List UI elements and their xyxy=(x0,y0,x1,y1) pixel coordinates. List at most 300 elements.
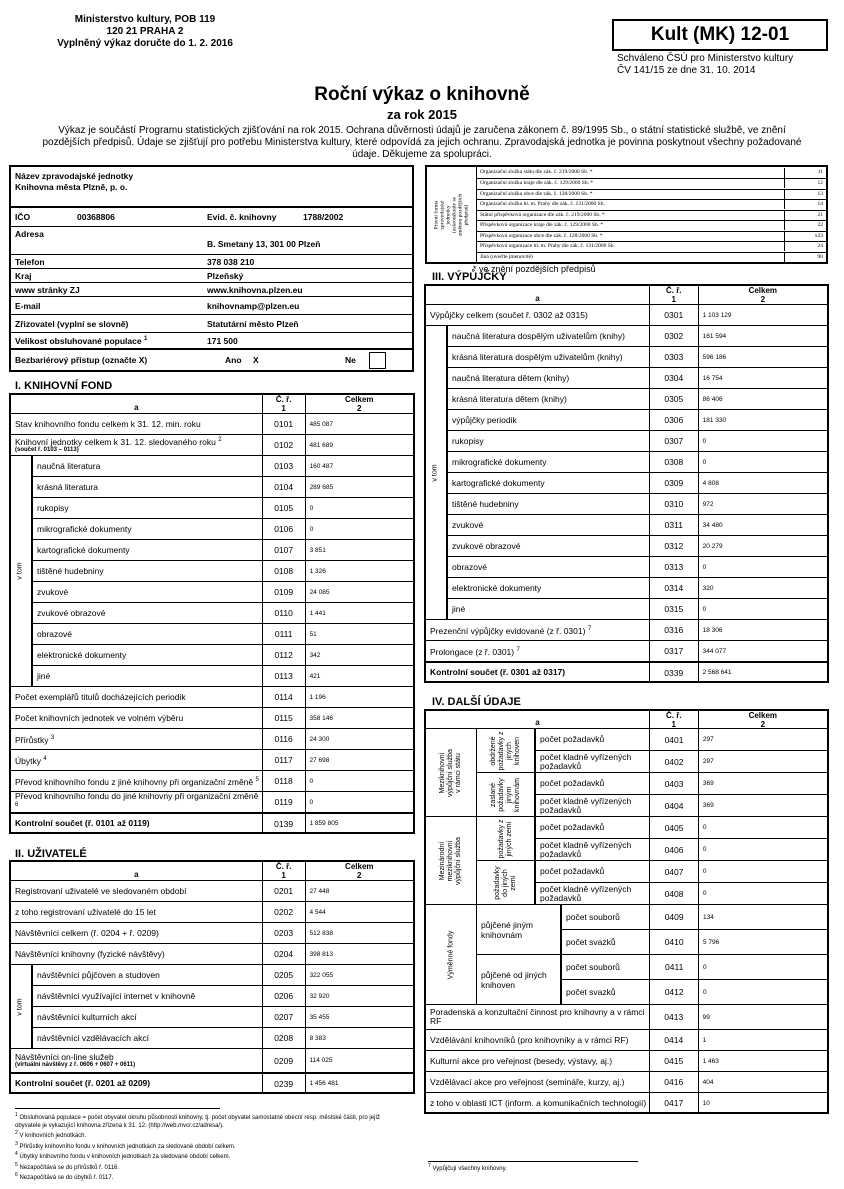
yes-label: Ano xyxy=(225,355,242,365)
row-label-main: obrazové xyxy=(37,628,72,639)
row-label xyxy=(448,410,649,430)
s4-sub-borrowed xyxy=(477,904,561,954)
row-value[interactable]: 1 xyxy=(702,1036,707,1044)
row-label-main: Knihovní jednotky celkem k 31. 12. sledovaného roku xyxy=(15,436,216,447)
legal-form-code: 21 xyxy=(784,211,826,220)
table-row xyxy=(10,686,414,707)
row-label-text xyxy=(15,950,165,959)
founder-value: Statutární město Plzeň xyxy=(207,318,299,329)
legal-form-row[interactable] xyxy=(477,210,826,220)
row-code: 0408 xyxy=(649,883,699,904)
row-label-main: tištěné hudebniny xyxy=(37,565,104,576)
row-label-text xyxy=(452,374,569,383)
row-label-main: mikrografické dokumenty xyxy=(452,456,547,467)
row-label-text xyxy=(452,542,521,551)
col-total-index: 2 xyxy=(357,871,362,880)
col-total-label: Celkem xyxy=(748,710,778,720)
row-label-main: zvukové obrazové xyxy=(452,540,521,551)
row-label-text xyxy=(566,988,616,997)
row-label xyxy=(426,1093,649,1113)
table-row xyxy=(447,598,828,619)
row-label-text xyxy=(15,887,187,896)
approval-line-1: Schváleno ČSÚ pro Ministerstvo kultury xyxy=(617,53,794,64)
row-value[interactable]: 485 087 xyxy=(309,420,334,428)
row-code: 0311 xyxy=(649,515,699,535)
approval-note xyxy=(617,53,793,77)
row-value[interactable]: 481 689 xyxy=(309,441,334,449)
row-label-main: počet svazků xyxy=(566,986,616,997)
row-label xyxy=(448,515,649,535)
table-row xyxy=(561,979,828,1004)
row-value[interactable]: 0 xyxy=(702,563,707,571)
row-label-text xyxy=(430,1036,628,1045)
row-label-text xyxy=(452,437,484,446)
table-row xyxy=(32,539,414,560)
section-4-header xyxy=(425,710,828,728)
row-value[interactable]: 0 xyxy=(702,868,707,875)
row-value[interactable]: 0 xyxy=(702,458,707,466)
row-value[interactable]: 34 480 xyxy=(702,521,723,529)
row-label-text xyxy=(15,714,183,723)
row-label-main: rukopisy xyxy=(37,502,69,513)
legal-form-label: Organizační složka obce dle zák. č. 128/2000 Sb. * xyxy=(480,190,593,197)
col-a-header xyxy=(426,711,649,728)
table-row xyxy=(535,860,828,882)
row-label-main: krásná literatura xyxy=(37,481,98,492)
evid-value: 1788/2002 xyxy=(303,212,344,222)
legal-form-row[interactable] xyxy=(477,252,826,262)
row-value[interactable]: 5 796 xyxy=(702,938,720,946)
table-row xyxy=(32,985,414,1006)
row-label xyxy=(426,663,649,682)
footnote-text: Úbytky knihovního fondu v knihovních jednotkách za sledované období celkem. xyxy=(19,1154,231,1160)
yes-mark[interactable]: X xyxy=(253,355,259,365)
row-label-main: Kontrolní součet (ř. 0101 až 0119) xyxy=(15,818,150,828)
row-label-text xyxy=(37,992,195,1001)
row-label-main: počet požadavků xyxy=(540,822,605,832)
row-value[interactable]: 1 103 129 xyxy=(702,311,732,319)
row-value[interactable]: 297 xyxy=(702,736,714,743)
footnote-text: Nezapočítává se do přírůstků ř. 0116. xyxy=(19,1164,120,1171)
s4-sub-lent xyxy=(477,954,561,1004)
col-total-label: Celkem xyxy=(748,286,778,295)
row-value[interactable]: 8 383 xyxy=(309,1034,326,1042)
row-value[interactable]: 972 xyxy=(702,500,714,508)
footnote-item xyxy=(15,1130,395,1141)
row-label-main: tištěné hudebniny xyxy=(452,498,519,509)
legal-form-code: 22 xyxy=(784,221,826,230)
row-value[interactable]: 0 xyxy=(309,798,314,806)
table-row xyxy=(561,954,828,979)
row-value[interactable]: 421 xyxy=(309,672,321,680)
row-code: 0413 xyxy=(649,1005,699,1029)
row-value[interactable]: 24 300 xyxy=(309,735,330,743)
row-label-text xyxy=(37,504,69,513)
row-value[interactable]: 369 xyxy=(702,802,714,809)
row-value[interactable]: 114 025 xyxy=(309,1057,333,1064)
row-label xyxy=(33,965,262,985)
col-a-label: a xyxy=(535,718,540,727)
table-row xyxy=(447,514,828,535)
row-label-text xyxy=(37,630,72,639)
s3-vtom xyxy=(425,325,447,619)
footnote-item xyxy=(15,1141,395,1152)
row-value[interactable]: 24 085 xyxy=(309,588,330,596)
row-value[interactable]: 344 077 xyxy=(702,647,727,655)
row-value[interactable]: 16 754 xyxy=(702,374,723,382)
row-code: 0239 xyxy=(262,1074,306,1093)
region-label: Kraj xyxy=(15,270,32,281)
row-code: 0101 xyxy=(262,414,306,434)
row-value[interactable]: 358 146 xyxy=(309,714,334,722)
s4-sub-to-abroad xyxy=(477,860,535,904)
row-label xyxy=(426,1072,649,1092)
row-label-text xyxy=(540,885,649,903)
row-label-text xyxy=(37,971,160,980)
row-label xyxy=(11,771,262,791)
row-value[interactable]: 160 487 xyxy=(309,462,334,470)
col-code-index: 1 xyxy=(281,871,286,880)
row-code: 0208 xyxy=(262,1028,306,1048)
row-label-text xyxy=(15,1053,135,1069)
col-code-label: Č. ř. xyxy=(665,286,682,295)
row-value[interactable]: 0 xyxy=(702,846,707,853)
row-code: 0117 xyxy=(262,750,306,770)
no-checkbox[interactable] xyxy=(369,352,386,369)
col-code-label: Č. ř. xyxy=(665,710,682,720)
row-value[interactable]: 404 xyxy=(702,1078,714,1086)
row-label-text xyxy=(430,311,588,320)
row-code: 0115 xyxy=(262,708,306,728)
col-a-label: a xyxy=(535,294,540,303)
row-code: 0415 xyxy=(649,1051,699,1071)
table-row xyxy=(10,413,414,434)
row-label-text xyxy=(37,546,130,555)
page-title: Roční výkaz o knihovně xyxy=(314,84,530,105)
row-value[interactable]: 4 808 xyxy=(702,479,719,487)
row-label xyxy=(33,456,262,476)
row-value[interactable]: 320 xyxy=(702,584,714,592)
row-code: 0409 xyxy=(649,905,699,929)
row-label-text xyxy=(452,416,517,425)
row-label xyxy=(448,536,649,556)
row-code: 0119 xyxy=(262,792,306,812)
table-row xyxy=(425,1071,828,1092)
phone-value: 378 038 210 xyxy=(207,256,255,267)
table-row xyxy=(10,791,414,812)
row-label-main: zvukové xyxy=(37,586,69,597)
row-label-text xyxy=(452,332,625,341)
row-code: 0102 xyxy=(262,435,306,455)
row-label-main: Kontrolní součet (ř. 0201 až 0209) xyxy=(15,1078,151,1088)
row-label-sub: (součet ř. 0103 – 0113) xyxy=(15,446,79,453)
s4-sub-from-abroad xyxy=(477,816,535,860)
legal-form-code: 12 xyxy=(784,179,826,188)
table-row xyxy=(535,838,828,860)
legal-form-side-label: Právní forma zpravodajské jednotky (zakroužkujte se změnou pozdějších předpisů) xyxy=(433,193,470,236)
row-label-main: počet svazků xyxy=(566,936,616,947)
row-label xyxy=(536,751,649,772)
info-box xyxy=(9,165,414,372)
row-code: 0206 xyxy=(262,986,306,1006)
section-4-title: IV. DALŠÍ ÚDAJE xyxy=(432,696,521,708)
row-value[interactable]: 398 813 xyxy=(309,950,334,958)
table-row xyxy=(32,518,414,539)
s2-vtom xyxy=(10,964,32,1048)
row-value[interactable]: 32 920 xyxy=(309,992,330,1000)
row-label-text xyxy=(566,913,620,922)
row-label-text xyxy=(452,521,483,530)
row-label-text xyxy=(37,588,68,597)
s4-sub-received-label: obdržené požadavky z jiných knihoven xyxy=(489,731,521,770)
table-row xyxy=(447,535,828,556)
legal-form-row[interactable] xyxy=(477,168,826,178)
section-1-title: I. KNIHOVNÍ FOND xyxy=(15,380,113,392)
row-label xyxy=(448,578,649,598)
row-label xyxy=(33,645,262,665)
footnote-item xyxy=(15,1151,395,1162)
legal-form-row[interactable] xyxy=(477,241,826,251)
legal-form-code: 24 xyxy=(784,242,826,251)
approval-line-2: ČV 141/15 ze dne 31. 10. 2014 xyxy=(617,65,756,76)
legal-form-row[interactable] xyxy=(477,199,826,209)
row-value[interactable]: 2 568 641 xyxy=(702,669,732,676)
s4-group-vf-label: Výměnné fondy xyxy=(447,930,454,979)
row-code: 0107 xyxy=(262,540,306,560)
row-code: 0405 xyxy=(649,817,699,838)
row-label-text xyxy=(452,563,487,572)
footnote-text: Obsluhovaná populace = počet obyvatel okruhu působnosti knihovny, tj. počet obyvatel samostatné obecní resp. městské části, pro jejíž obyvatele je vykazující knihovna zřízena k 31. 12. (http://web.mvcr.cz/adresa/). xyxy=(15,1115,381,1129)
col-a-label: a xyxy=(134,403,139,412)
table-row xyxy=(535,772,828,794)
row-label xyxy=(536,817,649,838)
table-row xyxy=(425,1050,828,1071)
row-label-text xyxy=(37,1034,149,1043)
row-label-text xyxy=(452,395,567,404)
row-label-main: elektronické dokumenty xyxy=(452,582,542,593)
table-row xyxy=(447,493,828,514)
row-label-text xyxy=(37,567,104,576)
legal-form-label: Organizační složka kraje dle zák. č. 129/2000 Sb. * xyxy=(480,180,594,186)
col-code-index: 1 xyxy=(281,404,286,413)
row-code: 0108 xyxy=(262,561,306,581)
row-value[interactable]: 4 544 xyxy=(309,908,326,916)
row-footnote-ref: 7 xyxy=(587,625,592,632)
row-label-text xyxy=(566,938,616,947)
legal-form-code: 90 xyxy=(784,253,826,262)
row-label xyxy=(11,814,262,833)
legal-note: * ve znění pozdějších předpisů xyxy=(473,264,596,274)
row-value[interactable]: 0 xyxy=(309,504,314,512)
row-label-main: počet kladně vyřízených požadavků xyxy=(540,751,632,771)
row-code: 0315 xyxy=(649,599,699,619)
row-label-main: výpůjčky periodik xyxy=(452,414,517,425)
row-label xyxy=(448,557,649,577)
row-label-text xyxy=(430,625,591,636)
legal-form-row[interactable] xyxy=(477,178,826,188)
row-label-text xyxy=(37,672,50,681)
row-code: 0104 xyxy=(262,477,306,497)
row-value[interactable]: 1 859 805 xyxy=(309,820,339,827)
row-label-main: Počet knihovních jednotek ve volném výběru xyxy=(15,712,184,723)
row-code: 0339 xyxy=(649,663,699,682)
row-value[interactable]: 0 xyxy=(702,963,707,971)
row-label xyxy=(11,944,262,964)
row-label-main: kartografické dokumenty xyxy=(37,544,130,555)
row-label-main: Registrovaní uživatelé ve sledovaném období xyxy=(15,885,187,896)
table-row xyxy=(32,476,414,497)
no-label: Ne xyxy=(345,355,356,365)
row-label xyxy=(536,773,649,794)
row-label-text xyxy=(540,735,604,744)
row-value[interactable]: 1 441 xyxy=(309,609,326,617)
evid-label: Evid. č. knihovny xyxy=(207,212,277,222)
row-value[interactable]: 35 455 xyxy=(309,1013,330,1021)
table-row xyxy=(10,434,414,455)
row-label xyxy=(33,666,262,686)
row-value[interactable]: 99 xyxy=(702,1013,710,1021)
row-value[interactable]: 0 xyxy=(702,890,707,897)
row-value[interactable]: 86 406 xyxy=(702,395,723,403)
row-code: 0305 xyxy=(649,389,699,409)
row-label-text xyxy=(430,1057,612,1066)
col-total-header xyxy=(699,711,827,728)
row-value[interactable]: 289 685 xyxy=(309,483,334,491)
row-value[interactable]: 18 306 xyxy=(702,626,723,634)
row-label-text xyxy=(15,420,201,429)
row-label-text xyxy=(540,867,604,876)
row-value[interactable]: 0 xyxy=(309,525,314,533)
row-value[interactable]: 512 838 xyxy=(309,929,334,937)
name-value: Knihovna města Plzně, p. o. xyxy=(15,182,128,192)
table-row xyxy=(32,455,414,476)
row-code: 0110 xyxy=(262,603,306,623)
table-row xyxy=(10,1048,414,1072)
row-value[interactable]: 0 xyxy=(309,777,314,785)
footnote-number: 1 xyxy=(15,1112,18,1118)
table-row xyxy=(425,1029,828,1050)
col-total-index: 2 xyxy=(760,295,766,304)
row-label-main: Přírůstky xyxy=(15,734,49,745)
legal-form-row[interactable] xyxy=(477,231,826,241)
row-label-text xyxy=(15,929,159,938)
table-row xyxy=(10,770,414,791)
table-row xyxy=(10,728,414,749)
row-value[interactable]: 20 279 xyxy=(702,542,723,550)
population-sup: 1 xyxy=(143,335,148,342)
row-label xyxy=(448,494,649,514)
legal-form-label: Příspěvková organizace obce dle zák. č. 128/2000 Sb. * xyxy=(480,232,603,239)
row-code: 0302 xyxy=(649,326,699,346)
row-label-main: kartografické dokumenty xyxy=(452,477,545,488)
footnotes xyxy=(15,1112,395,1183)
row-label xyxy=(33,477,262,497)
footnote-7: $^7$ Vypůjčují všechny knihovny. xyxy=(428,1163,507,1172)
row-label xyxy=(536,795,649,816)
table-row xyxy=(10,1072,414,1093)
legal-form-row[interactable] xyxy=(477,220,826,230)
row-label-main: počet souborů xyxy=(566,911,620,922)
row-label-text xyxy=(430,668,565,677)
row-code: 0202 xyxy=(262,902,306,922)
table-row xyxy=(447,451,828,472)
table-row xyxy=(447,577,828,598)
page-subtitle: za rok 2015 xyxy=(386,107,458,122)
row-value[interactable]: 0 xyxy=(702,437,707,445)
row-value[interactable]: 161 594 xyxy=(702,332,727,340)
row-value[interactable]: 1 456 481 xyxy=(309,1080,339,1087)
row-label-text xyxy=(15,734,54,745)
row-label-text xyxy=(15,693,186,702)
row-value[interactable]: 10 xyxy=(702,1099,710,1107)
row-label-main: počet kladně vyřízených požadavků xyxy=(540,883,632,903)
row-value[interactable]: 181 330 xyxy=(702,416,727,424)
row-label xyxy=(11,729,262,749)
row-value[interactable]: 1 463 xyxy=(702,1057,719,1065)
table-row xyxy=(32,1027,414,1048)
row-value[interactable]: 27 448 xyxy=(309,887,330,895)
row-footnote-ref: 6 xyxy=(15,802,19,809)
row-value[interactable]: 322 055 xyxy=(309,971,334,979)
row-value[interactable]: 596 186 xyxy=(702,353,727,361)
row-value[interactable]: 297 xyxy=(702,758,714,765)
col-code-header xyxy=(649,711,699,728)
row-label-text xyxy=(15,792,262,812)
col-total-header xyxy=(699,286,827,304)
row-label-main: krásná literatura dětem (knihy) xyxy=(452,393,567,404)
table-row xyxy=(32,581,414,602)
row-label xyxy=(426,641,649,661)
s4-sub-sent-label: zaslané požadavky jiným knihovnám xyxy=(489,777,521,812)
row-value[interactable]: 51 xyxy=(309,630,317,638)
row-footnote-ref: 2 xyxy=(218,437,222,444)
row-label-main: Návštěvníci celkem (ř. 0204 + ř. 0209) xyxy=(15,927,159,938)
row-code: 0105 xyxy=(262,498,306,518)
row-label-text xyxy=(15,819,150,828)
founder-label: Zřizovatel (vyplní se slovně) xyxy=(15,318,129,329)
row-code: 0116 xyxy=(262,729,306,749)
row-value[interactable]: 369 xyxy=(702,780,714,787)
s4-group-mvs xyxy=(425,728,477,816)
legal-form-code: 11 xyxy=(784,168,826,178)
row-value[interactable]: 0 xyxy=(702,605,707,613)
col-a-label: a xyxy=(134,870,139,879)
row-label-main: Prolongace (z ř. 0301) xyxy=(430,646,515,657)
row-label xyxy=(11,902,262,922)
row-value[interactable]: 3 851 xyxy=(309,546,326,554)
legal-form-row[interactable] xyxy=(477,189,826,199)
footnote-rule-right xyxy=(428,1161,638,1162)
row-label-main: Převod knihovního fondu do jiné knihovny při organizační změně xyxy=(15,792,259,802)
row-code: 0106 xyxy=(262,519,306,539)
row-label xyxy=(562,905,649,929)
table-row xyxy=(10,922,414,943)
row-value[interactable]: 1 196 xyxy=(309,693,326,701)
row-label-main: Návštěvníci on-line služeb xyxy=(15,1051,114,1062)
row-value[interactable]: 134 xyxy=(702,913,714,921)
row-value[interactable]: 27 698 xyxy=(309,756,330,764)
row-code: 0407 xyxy=(649,861,699,882)
row-label xyxy=(33,986,262,1006)
row-value[interactable]: 342 xyxy=(309,651,321,659)
row-value[interactable]: 1 326 xyxy=(309,567,326,575)
row-label-main: zvukové obrazové xyxy=(37,607,106,618)
row-label-main: Kulturní akce pro veřejnost (besedy, výstavy, aj.) xyxy=(430,1055,613,1066)
row-label xyxy=(33,498,262,518)
row-value[interactable]: 0 xyxy=(702,824,707,831)
row-value[interactable]: 0 xyxy=(702,988,707,996)
row-code: 0417 xyxy=(649,1093,699,1113)
